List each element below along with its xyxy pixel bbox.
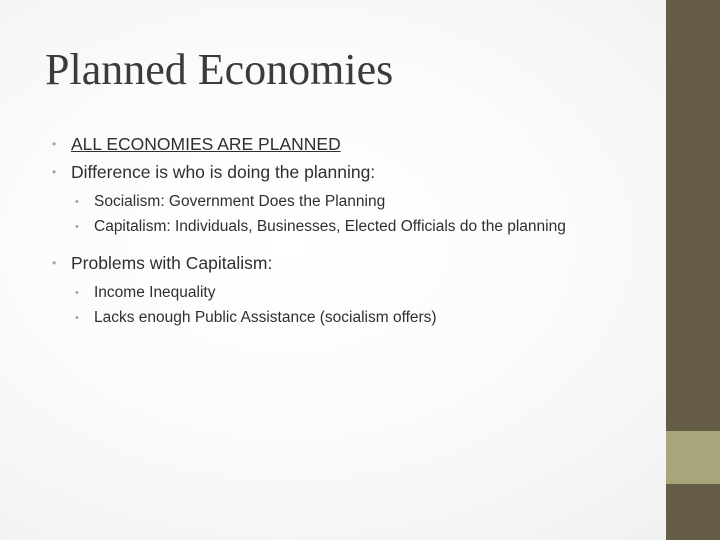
sub-bullet-item bbox=[71, 215, 594, 240]
bullet-item bbox=[52, 249, 612, 330]
bullet-item bbox=[52, 158, 612, 239]
bullet-dot-icon: • bbox=[75, 196, 79, 208]
sub-bullet-item bbox=[71, 281, 594, 306]
bullet-text: Problems with Capitalism: bbox=[71, 253, 273, 273]
bullet-dot-icon: • bbox=[75, 287, 79, 299]
bullet-item bbox=[52, 130, 612, 158]
sub-bullet-text: Lacks enough Public Assistance (socialism offers) bbox=[94, 308, 437, 326]
bullet-text: ALL ECONOMIES ARE PLANNED bbox=[71, 134, 341, 154]
sub-bullet-text: Income Inequality bbox=[94, 284, 216, 301]
slide-title: Planned Economies bbox=[45, 45, 394, 94]
bullet-text: Difference is who is doing the planning: bbox=[71, 162, 376, 182]
sub-bullet-text: Capitalism: Individuals, Businesses, Elected Officials do the planning bbox=[94, 217, 566, 235]
bullet-dot-icon: • bbox=[52, 256, 57, 270]
sub-bullet-list bbox=[71, 281, 612, 330]
bullet-list bbox=[52, 130, 612, 340]
bullet-dot-icon: • bbox=[52, 165, 57, 179]
sub-bullet-list bbox=[71, 190, 612, 239]
bullet-dot-icon: • bbox=[52, 137, 57, 151]
bullet-dot-icon: • bbox=[75, 220, 79, 233]
sub-bullet-item bbox=[71, 306, 594, 331]
bullet-dot-icon: • bbox=[75, 311, 79, 324]
sub-bullet-text: Socialism: Government Does the Planning bbox=[94, 193, 386, 210]
sub-bullet-item bbox=[71, 190, 594, 215]
side-accent-block bbox=[666, 431, 720, 484]
